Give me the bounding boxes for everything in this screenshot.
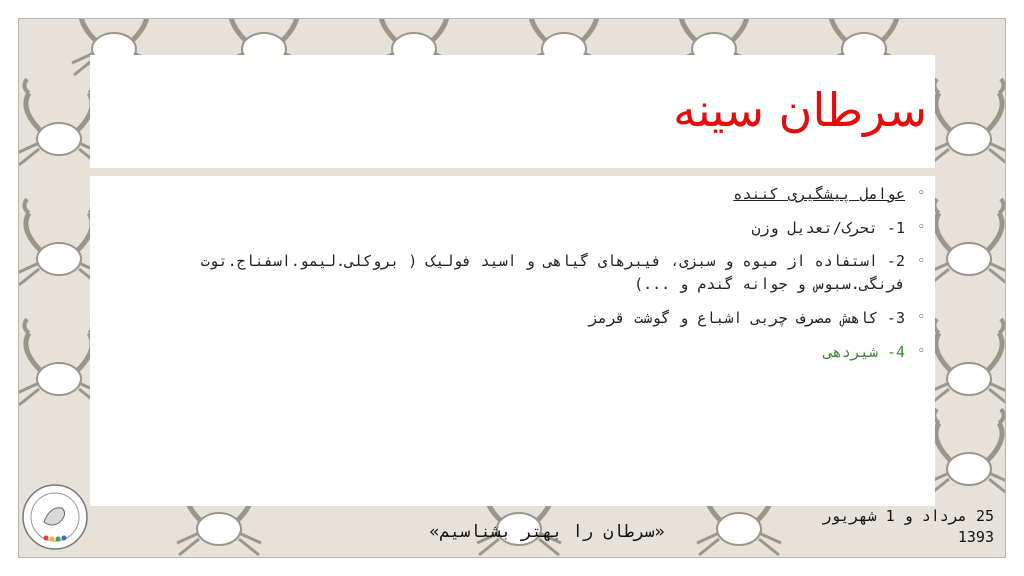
slide-title: سرطان سینه (673, 83, 927, 137)
list-item-text: عوامل پیشگیری کننده (733, 185, 905, 203)
list-item-text: 4- شیردهی (823, 343, 905, 361)
list-item (105, 340, 925, 364)
organization-seal-icon (20, 482, 90, 552)
footer-date-line2: 1393 (957, 528, 994, 546)
list-item (105, 306, 925, 330)
list-item-text: 1- تحرک/تعدیل وزن (751, 219, 905, 237)
bullet-icon: ◦ (917, 344, 925, 359)
bullet-icon: ◦ (917, 220, 925, 235)
bullet-icon: ◦ (917, 310, 925, 325)
bullet-list (105, 182, 925, 374)
list-item (105, 216, 925, 240)
bullet-icon: ◦ (917, 186, 925, 201)
footer-date (734, 506, 994, 548)
list-item (105, 250, 925, 296)
footer-slogan-text: «سرطان را بهتر بشناسیم» (429, 522, 665, 542)
bullet-icon: ◦ (917, 254, 925, 269)
content-panel (90, 176, 935, 506)
list-item-text: 2- استفاده از میوه و سبزی، فیبرهای گیاهی و اسید فولیک ( بروکلی.لیمو.اسفناج.توت فرنگی.سبوس و جوانه گندم و ...) (200, 252, 905, 293)
footer-date-line1: 25 مرداد و 1 شهریور (822, 507, 994, 525)
list-item-text: 3- کاهش مصرف چربی اشباع و گوشت قرمز (588, 309, 905, 327)
title-panel (90, 55, 935, 168)
list-item (105, 182, 925, 206)
